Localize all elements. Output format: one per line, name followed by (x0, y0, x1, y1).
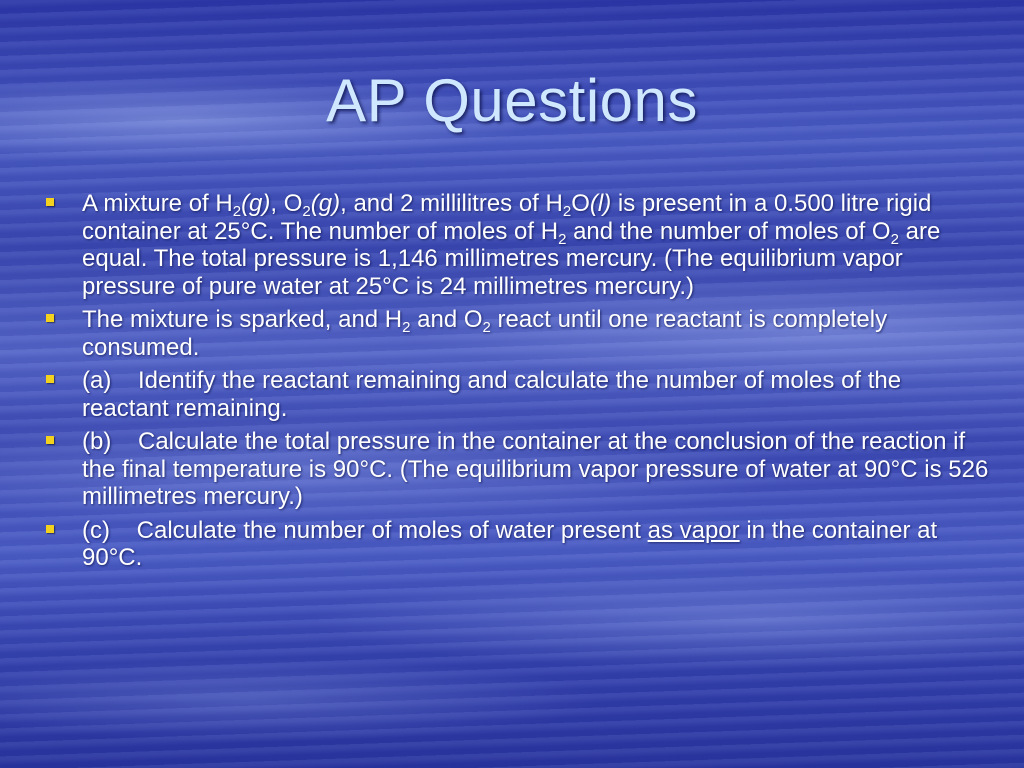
bullet-text: is present in a 0.500 litre rigid container at 25°C. The number of moles of H (82, 190, 932, 245)
state-label: (g) (241, 190, 271, 217)
subscript: 2 (890, 230, 899, 248)
square-bullet-icon (46, 314, 54, 322)
square-bullet-icon (46, 198, 54, 206)
bullet-text: react until one reactant is completely consumed. (82, 306, 888, 361)
subscript: 2 (402, 319, 411, 336)
subscript: 2 (232, 203, 242, 220)
bullet-text: (c) Calculate the number of moles of water present (82, 516, 648, 544)
square-bullet-icon (46, 525, 54, 533)
bullet-item-2 (44, 306, 994, 361)
subscript: 2 (482, 319, 491, 336)
bullet-text: are equal. The total pressure is 1,146 millimetres mercury. (The equilibrium vapor pressure of pure water at 25°C is 24 millimetres mercury.) (82, 217, 941, 300)
state-label: (g) (310, 190, 341, 217)
state-label: (l) (589, 190, 612, 217)
bullet-item-3 (44, 367, 994, 422)
underlined-text: as vapor (647, 516, 740, 544)
bullet-text: and the number of moles of O (566, 217, 891, 245)
bullet-text: (b) Calculate the total pressure in the container at the conclusion of the reaction if the final temperature is 90°C. (The equilibrium vapor pressure of water at 90°C is 526 millimetres mercury.) (82, 428, 995, 510)
bullet-item-1 (44, 190, 994, 300)
bullet-text: , O (270, 190, 303, 217)
bullet-text: A mixture of H (82, 190, 233, 217)
bullet-text: , and 2 millilitres of H (340, 190, 563, 217)
bullet-text: and O (410, 306, 483, 333)
subscript: 2 (302, 203, 311, 220)
bullet-text: (a) Identify the reactant remaining and calculate the number of moles of the reactant remaining. (82, 367, 908, 422)
square-bullet-icon (46, 436, 54, 444)
bullet-text: The mixture is sparked, and H (82, 306, 403, 333)
bullet-item-5 (44, 517, 994, 572)
bullet-text: in the container at 90°C. (82, 516, 938, 571)
bullet-text: O (571, 190, 590, 217)
subscript: 2 (562, 203, 572, 220)
bullet-list (44, 190, 994, 578)
subscript: 2 (558, 230, 567, 248)
slide-title: AP Questions (326, 67, 698, 134)
square-bullet-icon (46, 375, 54, 383)
bullet-item-4 (44, 428, 994, 511)
